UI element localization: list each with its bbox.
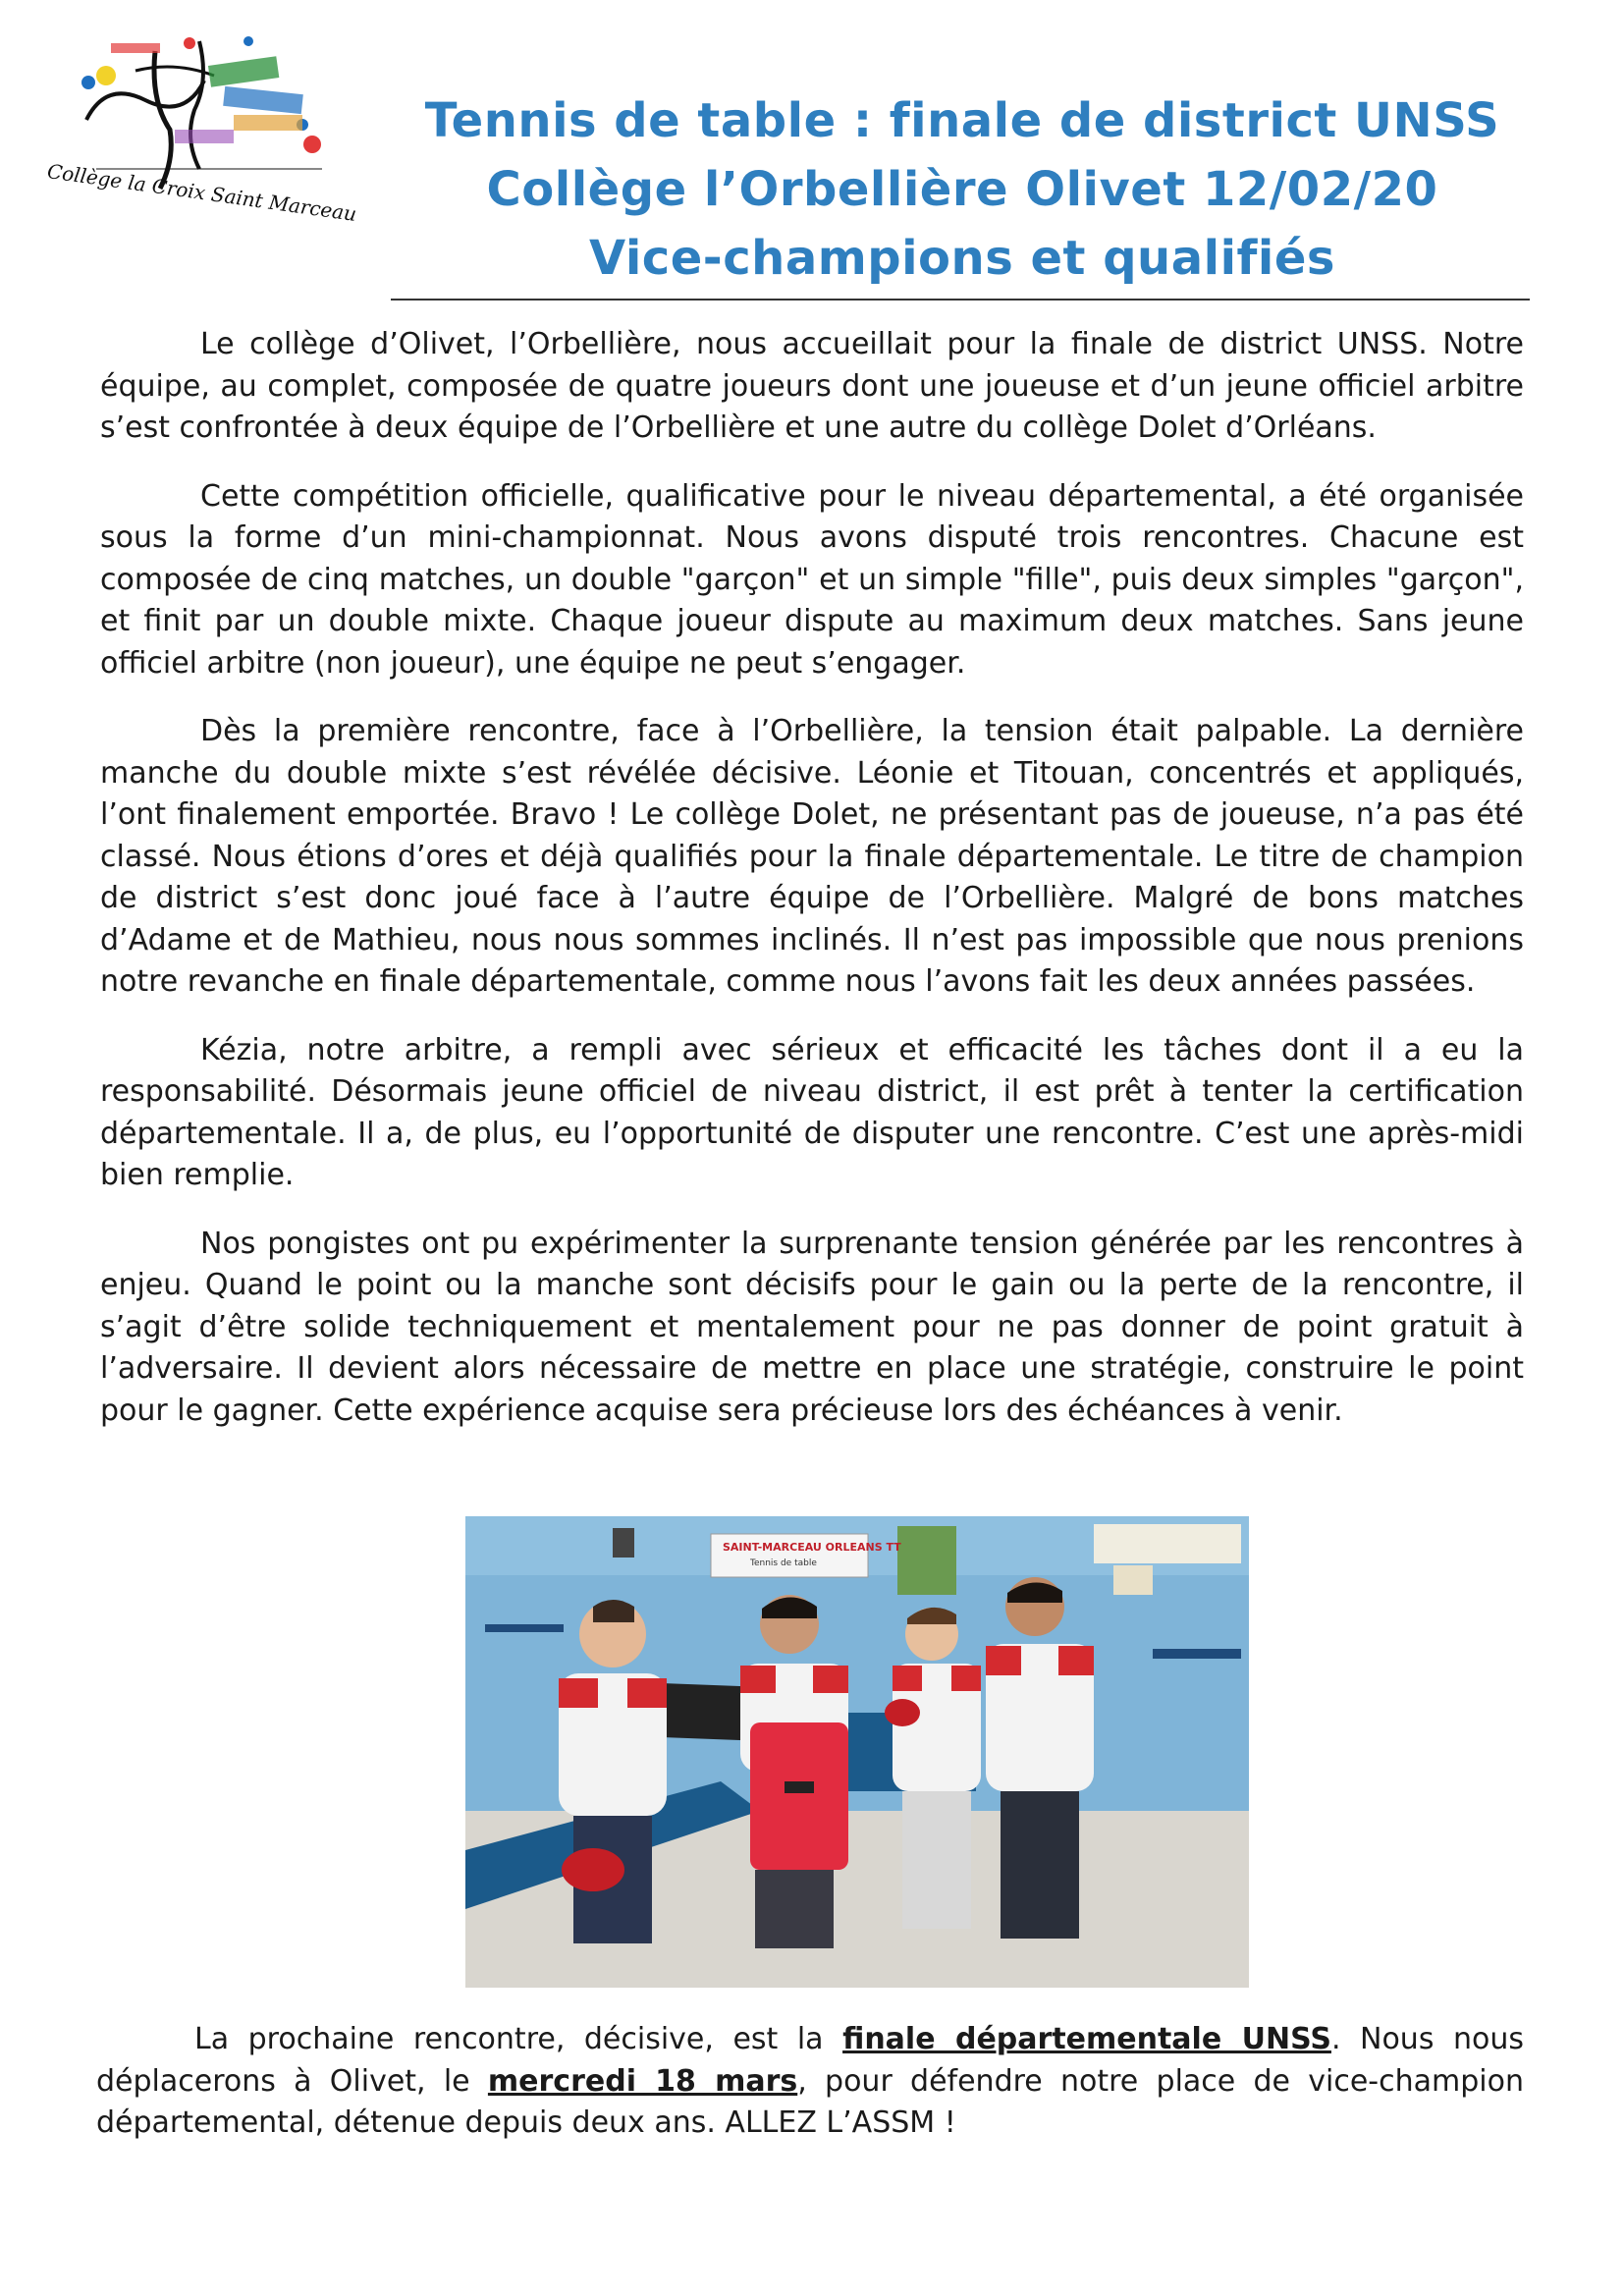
title-line-2: Collège l’Orbellière Olivet 12/02/20 <box>486 162 1438 217</box>
team-photo <box>465 1516 1249 1988</box>
article-body <box>100 324 1524 1458</box>
school-logo <box>37 22 358 226</box>
closing-emphasis-final: finale départementale UNSS <box>842 2022 1331 2056</box>
closing-emphasis-date: mercredi 18 mars <box>487 2063 798 2099</box>
closing-text-1: La prochaine rencontre, décisive, est la <box>194 2022 843 2056</box>
title-divider <box>391 299 1530 301</box>
paragraph-4: Kézia, notre arbitre, a rempli avec sérieux et efficacité les tâches dont il a eu la responsabilité. Désormais jeune officiel de niveau district, il est prêt à tenter la certification départementale. Il a, de plus, eu l’opportunité de disputer une rencontre. C’est une après-midi bien remplie. <box>100 1032 1524 1192</box>
photo-banner-subtitle: Tennis de table <box>750 1558 817 1568</box>
title-line-3: Vice-champions et qualifiés <box>589 231 1335 286</box>
closing-paragraph <box>96 2019 1524 2145</box>
closing-text-3: , pour défendre notre place de vice-champion départemental, détenue depuis deux ans. ALLEZ L’ASSM ! <box>96 2063 1524 2140</box>
paragraph-5: Nos pongistes ont pu expérimenter la surprenante tension générée par les rencontres à enjeu. Quand le point ou la manche sont décisifs pour le gain ou la perte de la rencontre, il s’agit d’être solide techniquement et mentalement pour ne pas donner de point gratuit à l’adversaire. Il devient alors nécessaire de mettre en place une stratégie, construire le point pour le gagner. Cette expérience acquise sera précieuse lors des échéances à venir. <box>100 1226 1524 1428</box>
closing-text-2: . Nous nous déplacerons à Olivet, le <box>96 2022 1524 2099</box>
photo-banner-title: SAINT-MARCEAU ORLEANS TT <box>723 1541 901 1554</box>
team-photo-illustration <box>465 1516 1249 1988</box>
paragraph-3: Dès la première rencontre, face à l’Orbellière, la tension était palpable. La dernière manche du double mixte s’est révélée décisive. Léonie et Titouan, concentrés et appliqués, l’ont finalement emportée. Bravo ! Le collège Dolet, ne présentant pas de joueuse, n’a pas été classé. Nous étions d’ores et déjà qualifiés pour la finale départementale. Le titre de champion de district s’est donc joué face à l’autre équipe de l’Orbellière. Malgré de bons matches d’Adame et de Mathieu, nous nous sommes inclinés. Il n’est pas impossible que nous prenions notre revanche en finale départementale, comme nous l’avons fait les deux années passées. <box>100 714 1524 999</box>
paragraph-2: Cette compétition officielle, qualificative pour le niveau départemental, a été organisée sous la forme d’un mini-championnat. Nous avons disputé trois rencontres. Chacune est composée de cinq matches, un double "garçon" et un simple "fille", puis deux simples "garçon", et finit par un double mixte. Chaque joueur dispute au maximum deux matches. Sans jeune officiel arbitre (non joueur), une équipe ne peut s’engager. <box>100 478 1524 681</box>
title-line-1: Tennis de table : finale de district UNSS <box>424 93 1500 148</box>
paragraph-1: Le collège d’Olivet, l’Orbellière, nous accueillait pour la finale de district UNSS. Notre équipe, au complet, composée de quatre joueurs dont une joueuse et d’un jeune officiel arbitre s’est confrontée à deux équipe de l’Orbellière et une autre du collège Dolet d’Orléans. <box>100 327 1524 445</box>
logo-text: Collège la Croix Saint Marceau <box>45 159 358 226</box>
article-title <box>363 86 1561 293</box>
